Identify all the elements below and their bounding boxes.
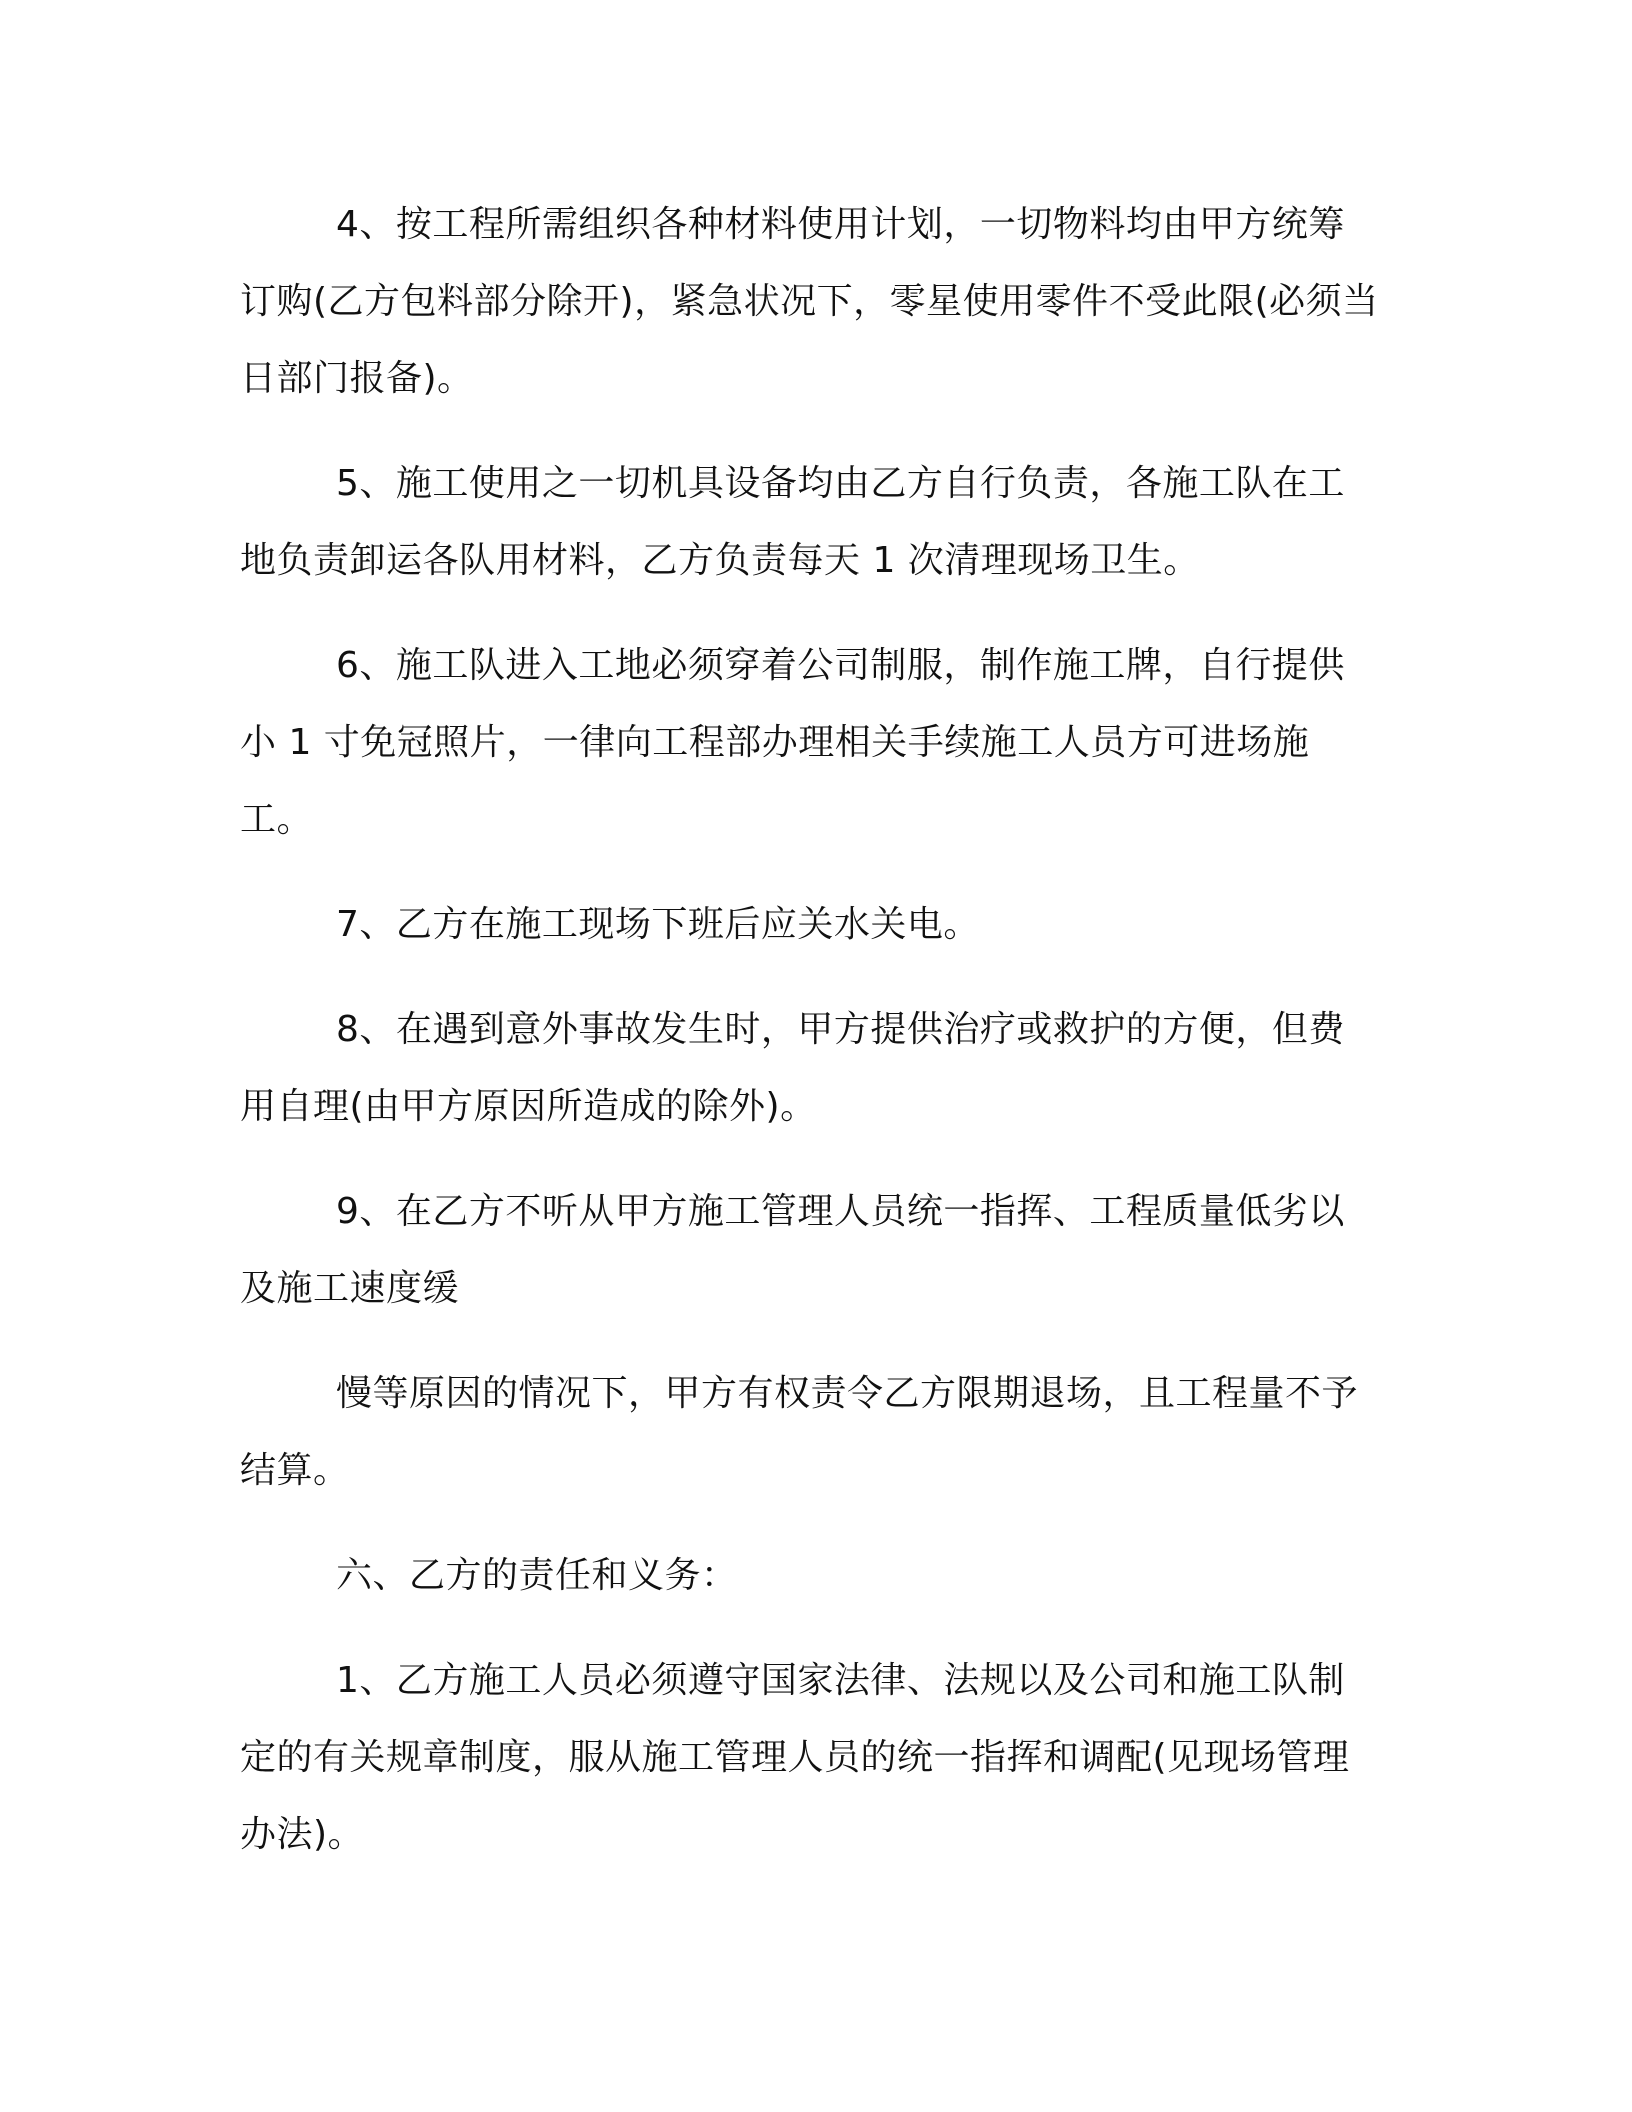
document-body	[240, 186, 1380, 1901]
paragraph-item-8: 8、在遇到意外事故发生时，甲方提供治疗或救护的方便，但费用自理(由甲方原因所造成的除外)。	[240, 1009, 1345, 1127]
paragraph-item-9: 9、在乙方不听从甲方施工管理人员统一指挥、工程质量低劣以及施工速度缓	[240, 1191, 1345, 1309]
paragraph-item-5: 5、施工使用之一切机具设备均由乙方自行负责，各施工队在工地负责卸运各队用材料，乙方负责每天 1 次清理现场卫生。	[240, 463, 1345, 581]
paragraph-item-9-continued: 慢等原因的情况下，甲方有权责令乙方限期退场，且工程量不予结算。	[240, 1373, 1359, 1491]
paragraph-item-7: 7、乙方在施工现场下班后应关水关电。	[336, 904, 980, 945]
paragraph-item-6: 6、施工队进入工地必须穿着公司制服，制作施工牌，自行提供小 1 寸免冠照片，一律向工程部办理相关手续施工人员方可进场施工。	[240, 645, 1345, 840]
section-heading-six: 六、乙方的责任和义务：	[336, 1555, 738, 1596]
paragraph-section-six-item-1: 1、乙方施工人员必须遵守国家法律、法规以及公司和施工队制定的有关规章制度，服从施工管理人员的统一指挥和调配(见现场管理办法)。	[240, 1660, 1350, 1855]
paragraph-item-4: 4、按工程所需组织各种材料使用计划，一切物料均由甲方统筹订购(乙方包料部分除开)，紧急状况下，零星使用零件不受此限(必须当日部门报备)。	[240, 204, 1379, 399]
